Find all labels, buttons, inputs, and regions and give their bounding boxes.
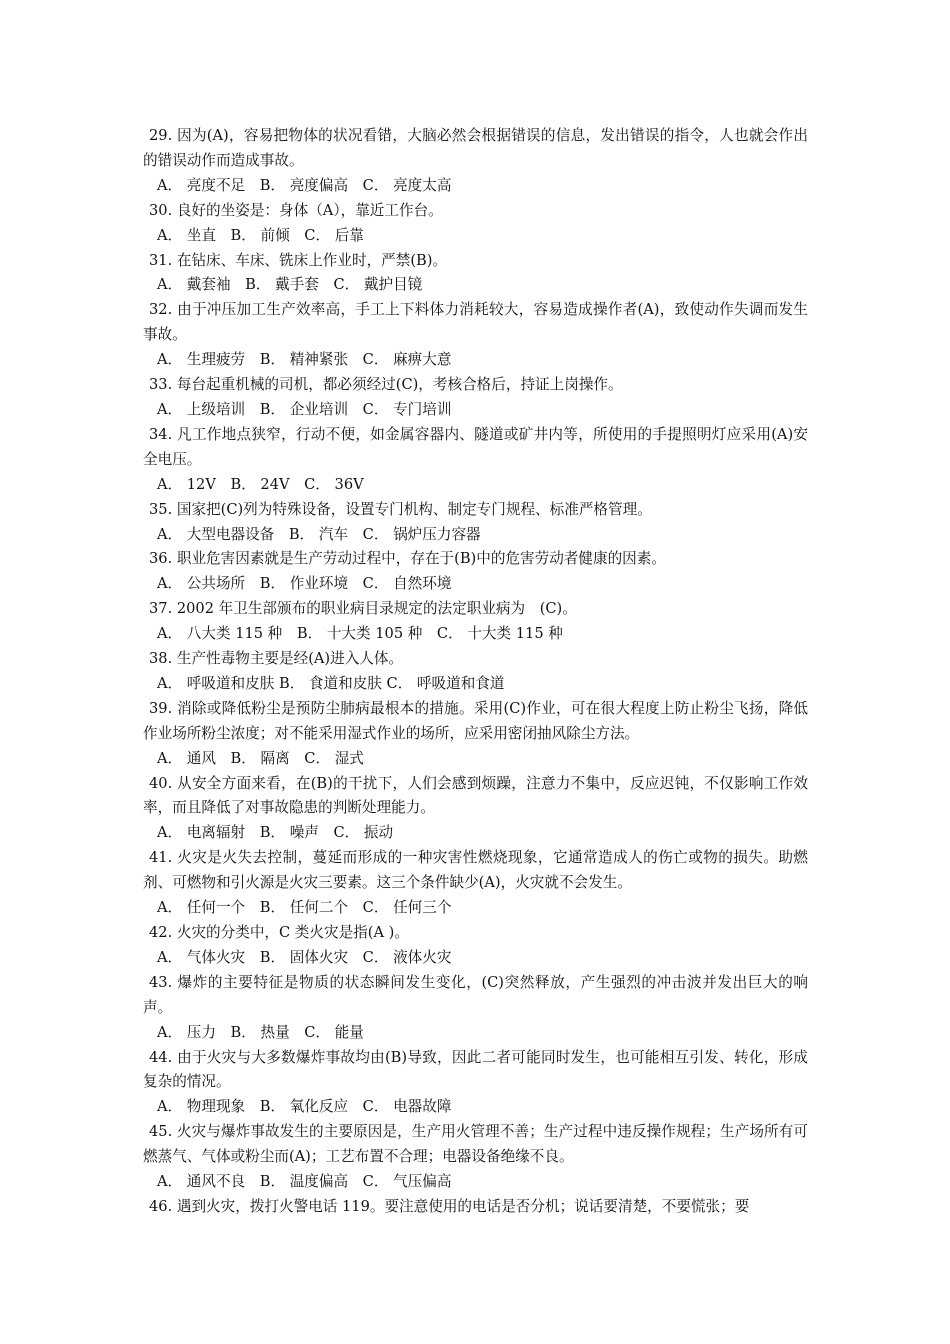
question-46-partial: 46. 遇到火灾，拨打火警电话 119。要注意使用的电话是否分机；说话要清楚，不要慌张；要 (149, 1197, 750, 1215)
question-text: 35. 国家把(C)列为特殊设备，设置专门机构、制定专门规程、标准严格管理。 (149, 500, 652, 518)
question-options: A． 电离辐射 B． 噪声 C． 振动 (157, 824, 394, 842)
question-text: 39. 消除或降低粉尘是预防尘肺病最根本的措施。采用(C)作业，可在很大程度上防止粉尘飞扬，降低作业场所粉尘浓度；对不能采用湿式作业的场所，应采用密闭抽风除尘方法。 (143, 699, 808, 742)
question-text: 33. 每台起重机械的司机，都必须经过(C)，考核合格后，持证上岗操作。 (149, 376, 623, 394)
question-options: A． 12V B． 24V C． 36V (157, 475, 364, 493)
question-29 (143, 124, 808, 199)
question-text: 34. 凡工作地点狭窄，行动不便，如金属容器内、隧道或矿井内等，所使用的手提照明灯应采用(A)安全电压。 (143, 425, 808, 468)
question-text: 36. 职业危害因素就是生产劳动过程中，存在于(B)中的危害劳动者健康的因素。 (149, 550, 666, 568)
question-options: A． 生理疲劳 B． 精神紧张 C． 麻痹大意 (157, 351, 452, 369)
question-options: A． 任何一个 B． 任何二个 C． 任何三个 (157, 899, 452, 917)
question-options: A． 气体火灾 B． 固体火灾 C． 液体火灾 (157, 948, 452, 966)
document-page (143, 124, 808, 1220)
question-text: 40. 从安全方面来看，在(B)的干扰下，人们会感到烦躁，注意力不集中，反应迟钝，不仅影响工作效率，而且降低了对事故隐患的判断处理能力。 (143, 774, 808, 817)
question-text: 29. 因为(A)，容易把物体的状况看错，大脑必然会根据错误的信息，发出错误的指令，人也就会作出的错误动作而造成事故。 (143, 127, 808, 169)
question-text: 38. 生产性毒物主要是经(A)进入人体。 (149, 650, 404, 668)
question-30 (143, 199, 808, 249)
question-36 (143, 547, 808, 597)
question-text: 42. 火灾的分类中，C 类火灾是指(A )。 (149, 924, 409, 941)
question-options: A． 压力 B． 热量 C． 能量 (157, 1023, 364, 1041)
question-45 (143, 1120, 808, 1195)
question-options: A． 大型电器设备 B． 汽车 C． 锅炉压力容器 (157, 525, 481, 543)
question-options: A． 坐直 B． 前倾 C． 后靠 (157, 226, 364, 244)
question-40 (143, 772, 808, 847)
question-text: 37. 2002 年卫生部颁布的职业病目录规定的法定职业病为 (C)。 (149, 600, 577, 618)
question-44 (143, 1046, 808, 1121)
question-text: 45. 火灾与爆炸事故发生的主要原因是，生产用火管理不善；生产过程中违反操作规程；生产场所有可燃蒸气、气体或粉尘而(A)；工艺布置不合理；电器设备绝缘不良。 (143, 1123, 808, 1166)
question-text: 43. 爆炸的主要特征是物质的状态瞬间发生变化，(C)突然释放，产生强烈的冲击波并发出巨大的响声。 (143, 973, 808, 1016)
question-39 (143, 697, 808, 772)
question-32 (143, 298, 808, 373)
question-text: 30. 良好的坐姿是：身体（A），靠近工作台。 (149, 201, 443, 219)
question-43 (143, 971, 808, 1046)
question-options: A． 物理现象 B． 氧化反应 C． 电器故障 (157, 1098, 452, 1116)
question-34 (143, 423, 808, 498)
question-33 (143, 373, 808, 423)
question-text: 44. 由于火灾与大多数爆炸事故均由(B)导致，因此二者可能同时发生，也可能相互引发、转化，形成复杂的情况。 (143, 1048, 808, 1091)
question-35 (143, 498, 808, 548)
question-options: A． 亮度不足 B． 亮度偏高 C． 亮度太高 (157, 176, 452, 194)
question-text: 32. 由于冲压加工生产效率高，手工上下料体力消耗较大，容易造成操作者(A)，致使动作失调而发生事故。 (143, 301, 808, 344)
question-options: A． 戴套袖 B． 戴手套 C． 戴护目镜 (157, 276, 423, 294)
question-41 (143, 846, 808, 921)
question-text: 31. 在钻床、车床、铣床上作业时，严禁(B)。 (149, 251, 448, 269)
question-38 (143, 647, 808, 697)
question-options: A． 公共场所 B． 作业环境 C． 自然环境 (157, 575, 452, 593)
question-37 (143, 597, 808, 647)
question-text: 41. 火灾是火失去控制，蔓延而形成的一种灾害性燃烧现象，它通常造成人的伤亡或物的损失。助燃剂、可燃物和引火源是火灾三要素。这三个条件缺少(A)，火灾就不会发生。 (143, 849, 808, 892)
question-options: A． 呼吸道和皮肤 B． 食道和皮肤 C． 呼吸道和食道 (157, 674, 505, 692)
question-42 (143, 921, 808, 971)
question-options: A． 通风不良 B． 温度偏高 C． 气压偏高 (157, 1173, 452, 1191)
question-options: A． 上级培训 B． 企业培训 C． 专门培训 (157, 400, 452, 418)
question-31 (143, 249, 808, 299)
question-options: A． 通风 B． 隔离 C． 湿式 (157, 749, 364, 767)
question-options: A． 八大类 115 种 B． 十大类 105 种 C． 十大类 115 种 (157, 625, 563, 643)
